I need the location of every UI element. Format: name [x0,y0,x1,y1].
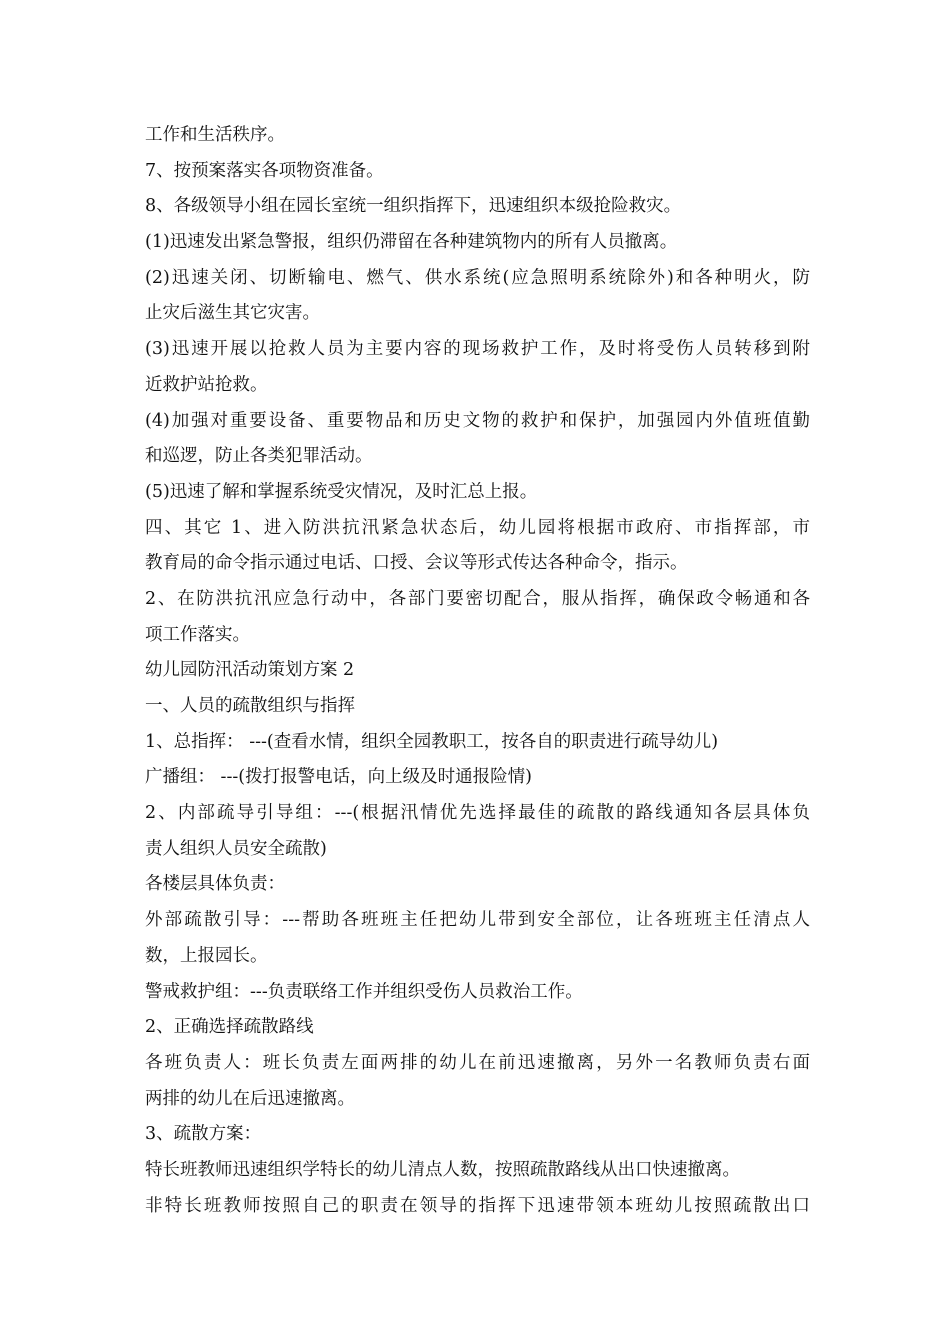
text-line: 2、正确选择疏散路线 [145,1017,314,1038]
text-line: 各班负责人：班长负责左面两排的幼儿在前迅速撤离，另外一名教师负责右面 [145,1052,810,1073]
text-line: 和巡逻，防止各类犯罪活动。 [145,446,373,467]
text-line: 2、在防洪抗汛应急行动中，各部门要密切配合，服从指挥，确保政令畅通和各 [145,588,810,609]
text-line: 两排的幼儿在后迅速撤离。 [145,1088,355,1109]
text-line: 各楼层具体负责： [145,874,285,895]
text-line: 非特长班教师按照自己的职责在领导的指挥下迅速带领本班幼儿按照疏散出口 [145,1195,810,1216]
text-line: 1、总指挥： ---(查看水情，组织全园教职工，按各自的职责进行疏导幼儿) [145,731,719,752]
text-line: 警戒救护组：---负责联络工作并组织受伤人员救治工作。 [145,981,583,1002]
text-line: (5)迅速了解和掌握系统受灾情况，及时汇总上报。 [145,481,538,502]
text-line: (3)迅速开展以抢救人员为主要内容的现场救护工作，及时将受伤人员转移到附 [145,339,810,360]
text-line: (4)加强对重要设备、重要物品和历史文物的救护和保护，加强园内外值班值勤 [145,410,810,431]
text-line: 2、内部疏导引导组：---(根据汛情优先选择最佳的疏散的路线通知各层具体负 [145,803,810,824]
text-line: 一、人员的疏散组织与指挥 [145,696,355,716]
text-line: 广播组： ---(拨打报警电话，向上级及时通报险情) [145,767,532,788]
text-line: 外部疏散引导：---帮助各班班主任把幼儿带到安全部位，让各班班主任清点人 [145,910,810,931]
text-line: (2)迅速关闭、切断输电、燃气、供水系统(应急照明系统除外)和各种明火，防 [145,267,810,288]
text-line: 近救护站抢救。 [145,374,268,395]
text-line: 幼儿园防汛活动策划方案 2 [145,660,355,681]
text-line: (1)迅速发出紧急警报，组织仍滞留在各种建筑物内的所有人员撤离。 [145,232,678,253]
text-line: 8、各级领导小组在园长室统一组织指挥下，迅速组织本级抢险救灾。 [145,196,682,217]
text-line: 教育局的命令指示通过电话、口授、会议等形式传达各种命令，指示。 [145,553,688,574]
text-line: 工作和生活秩序。 [145,125,285,145]
text-line: 四、其它 1、进入防洪抗汛紧急状态后，幼儿园将根据市政府、市指挥部，市 [145,517,810,538]
text-line: 项工作落实。 [145,624,250,645]
text-line: 7、按预案落实各项物资准备。 [145,160,384,181]
text-line: 责人组织人员安全疏散) [145,838,327,859]
text-line: 3、疏散方案： [145,1124,262,1145]
text-line: 特长班教师迅速组织学特长的幼儿清点人数，按照疏散路线从出口快速撤离。 [145,1159,740,1180]
text-line: 数，上报园长。 [145,945,268,966]
document-body [145,118,810,1224]
text-line: 止灾后滋生其它灾害。 [145,303,320,324]
